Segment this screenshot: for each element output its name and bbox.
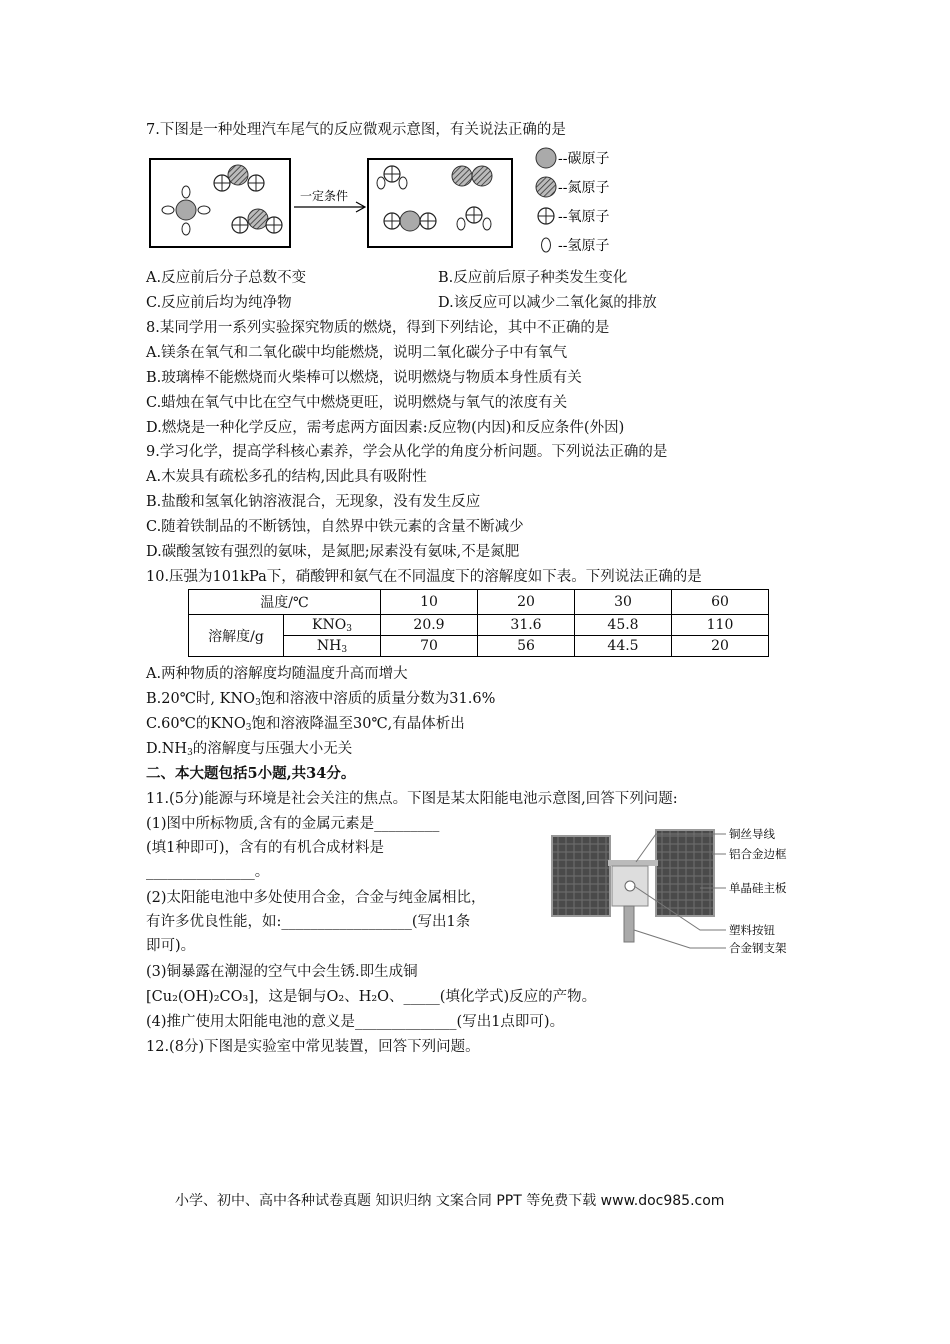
oxygen-legend-icon [538,208,554,224]
legend-nitrogen: --氮原子 [558,180,610,196]
temp-cell: 60 [672,590,769,615]
q8-option-a: A.镁条在氧气和二氧化碳中均能燃烧，说明二氧化碳分子中有氧气 [146,345,568,361]
stand [624,906,634,942]
nh3-value: 20 [672,636,769,657]
hydrogen-legend-icon [542,238,551,252]
kno3-value: 20.9 [381,615,478,636]
q8-option-d: D.燃烧是一种化学反应，需考虑两方面因素:反应物(内因)和反应条件(外因) [146,420,625,436]
q11-part1-line3: _______________。 [146,864,270,880]
q7-option-c: C.反应前后均为纯净物 [146,295,292,311]
label-copper-wire: 铜丝导线 [729,827,775,841]
label-steel-stand: 合金钢支架 [729,941,787,955]
left-solar-panel [552,836,610,916]
q9-option-b: B.盐酸和氢氧化钠溶液混合，无现象，没有发生反应 [146,494,481,510]
q11-part3-line2: [Cu₂(OH)₂CO₃]，这是铜与O₂、H₂O、_____(填化学式)反应的产物。 [146,989,597,1005]
q10-option-a: A.两种物质的溶解度均随温度升高而增大 [146,666,408,682]
q10-option-b: B.20℃时, $KNO_3$饱和溶液中溶质的质量分数为31.6% [146,691,496,708]
legend-oxygen: --氧原子 [558,209,610,225]
q11-part2-line2: 有许多优良性能，如:__________________(写出1条 [146,914,471,930]
temp-cell: 20 [478,590,575,615]
carbon-legend-icon [536,148,556,168]
temp-header: 温度/℃ [189,590,381,615]
page-footer: 小学、初中、高中各种试卷真题 知识归纳 文案合同 PPT 等免费下载 www.doc985.com [175,1193,725,1209]
label-aluminum-frame: 铝合金边框 [729,847,787,861]
kno3-value: 110 [672,615,769,636]
q9-stem: 9.学习化学，提高学科核心素养，学会从化学的角度分析问题。下列说法正确的是 [146,444,668,460]
nh3-value: 56 [478,636,575,657]
solubility-label: 溶解度/g [189,615,284,657]
q11-part3-line1: (3)铜暴露在潮湿的空气中会生锈.即生成铜 [146,964,418,980]
solar-panel-figure [550,820,795,960]
reaction-condition: 一定条件 [300,189,349,203]
nh3-value: 44.5 [575,636,672,657]
carbon-atom [176,200,196,220]
label-plastic-button: 塑料按钮 [729,923,775,937]
q10-option-c: C.60℃的$KNO_3$饱和溶液降温至30℃,有晶体析出 [146,716,465,733]
kno3-value: 45.8 [575,615,672,636]
plastic-button [625,881,635,891]
q9-option-c: C.随着铁制品的不断锈蚀，自然界中铁元素的含量不断减少 [146,519,524,535]
q9-option-a: A.木炭具有疏松多孔的结构,因此具有吸附性 [146,469,427,485]
label-silicon-board: 单晶硅主板 [729,881,787,895]
nh3-value: 70 [381,636,478,657]
q7-reaction-diagram [148,145,628,257]
kno3-value: 31.6 [478,615,575,636]
q8-option-c: C.蜡烛在氧气中比在空气中燃烧更旺，说明燃烧与氧气的浓度有关 [146,395,568,411]
q11-part4: (4)推广使用太阳能电池的意义是______________(写出1点即可)。 [146,1014,565,1030]
q7-stem: 7.下图是一种处理汽车尾气的反应微观示意图，有关说法正确的是 [146,122,566,138]
q10-option-d: $D.NH_3$的溶解度与压强大小无关 [146,741,353,758]
q10-stem: 10.压强为101kPa下，硝酸钾和氨气在不同温度下的溶解度如下表。下列说法正确的是 [146,569,702,585]
q7-option-a: A.反应前后分子总数不变 [146,270,307,286]
q7-option-d: D.该反应可以减少二氧化氮的排放 [438,295,657,311]
legend-carbon: --碳原子 [558,151,610,167]
legend-hydrogen: --氢原子 [558,238,610,254]
temp-cell: 10 [381,590,478,615]
q11-part1-line1: (1)图中所标物质,含有的金属元素是_________ [146,816,440,832]
kno3-label: $KNO_3$ [284,615,381,636]
q7-option-b: B.反应前后原子种类发生变化 [438,270,628,286]
nitrogen-legend-icon [536,177,556,197]
q11-part2-line1: (2)太阳能电池中多处使用合金，合金与纯金属相比， [146,890,486,906]
nh3-label: $NH_3$ [284,636,381,657]
q12-stem: 12.(8分)下图是实验室中常见装置，回答下列问题。 [146,1039,480,1055]
q11-part1-line2: (填1种即可)，含有的有机合成材料是 [146,840,385,856]
solubility-table [188,589,769,657]
q11-stem: 11.(5分)能源与环境是社会关注的焦点。下图是某太阳能电池示意图,回答下列问题: [146,791,678,807]
section-heading: 二、本大题包括5小题,共34分。 [146,765,356,782]
nitrogen-atom [228,165,248,185]
q11-part2-line3: 即可)。 [146,938,196,954]
q9-option-d: D.碳酸氢铵有强烈的氨味，是氮肥;尿素没有氨味,不是氮肥 [146,544,520,560]
q8-option-b: B.玻璃棒不能燃烧而火柴棒可以燃烧，说明燃烧与物质本身性质有关 [146,370,582,386]
right-solar-panel [656,830,714,916]
q8-stem: 8.某同学用一系列实验探究物质的燃烧，得到下列结论，其中不正确的是 [146,320,610,336]
reactant-box [150,159,290,247]
temp-cell: 30 [575,590,672,615]
